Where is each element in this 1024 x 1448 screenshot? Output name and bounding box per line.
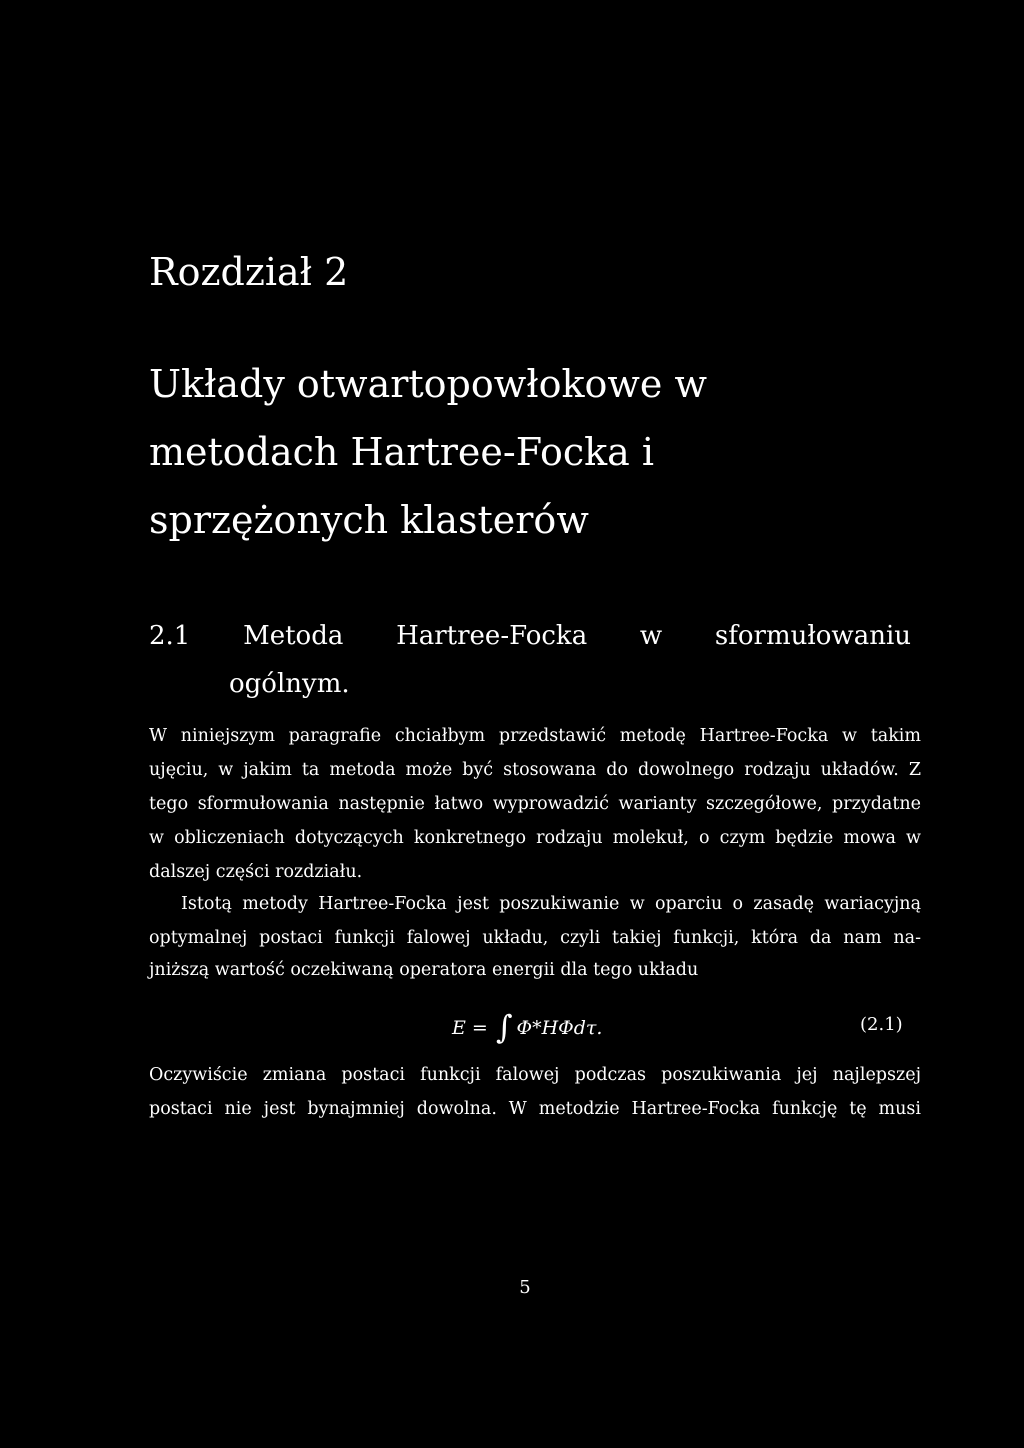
- section-title-word: Hartree-Focka: [396, 621, 588, 651]
- equation: [452, 1008, 603, 1046]
- section-title-continuation: ogólnym.: [229, 669, 350, 699]
- integral-symbol: ∫: [495, 1008, 513, 1046]
- equation-rhs: Φ*HΦdτ.: [516, 1017, 603, 1039]
- chapter-title-line: Układy otwartopowłokowe w: [149, 362, 707, 406]
- equation-number: (2.1): [860, 1014, 903, 1035]
- section-title-word: w: [639, 621, 663, 651]
- section-heading-line: [149, 612, 911, 660]
- section-title-word: sformułowaniu: [714, 621, 911, 651]
- paragraph-line: tego sformułowania następnie łatwo wyprowadzić warianty szczegółowe, przydatne: [149, 794, 921, 814]
- paragraph-line: optymalnej postaci funkcji falowej układu, czyli takiej funkcji, która da nam na-: [149, 928, 921, 948]
- paragraph-line: Istotą metody Hartree-Focka jest poszukiwanie w oparciu o zasadę wariacyjną: [181, 894, 921, 914]
- chapter-title-line: metodach Hartree-Focka i: [149, 430, 655, 474]
- paragraph-line: Oczywiście zmiana postaci funkcji falowej podczas poszukiwania jej najlepszej: [149, 1065, 921, 1085]
- section-number: 2.1: [149, 621, 191, 651]
- paragraph-line: jniższą wartość oczekiwaną operatora energii dla tego układu: [149, 960, 699, 980]
- paragraph-line: W niniejszym paragrafie chciałbym przedstawić metodę Hartree-Focka w takim: [149, 726, 921, 746]
- chapter-label: Rozdział 2: [149, 250, 349, 294]
- section-title-word: Metoda: [243, 621, 344, 651]
- paragraph-line: dalszej części rozdziału.: [149, 862, 363, 882]
- chapter-title: [149, 350, 869, 554]
- page-number: 5: [519, 1277, 531, 1298]
- chapter-title-line: sprzężonych klasterów: [149, 498, 589, 542]
- equation-lhs: E =: [452, 1017, 488, 1039]
- paragraph-line: postaci nie jest bynajmniej dowolna. W metodzie Hartree-Focka funkcję tę musi: [149, 1099, 921, 1119]
- paragraph-line: w obliczeniach dotyczących konkretnego rodzaju molekuł, o czym będzie mowa w: [149, 828, 921, 848]
- section-heading: [149, 612, 911, 708]
- paragraph-line: ujęciu, w jakim ta metoda może być stosowana do dowolnego rodzaju układów. Z: [149, 760, 921, 780]
